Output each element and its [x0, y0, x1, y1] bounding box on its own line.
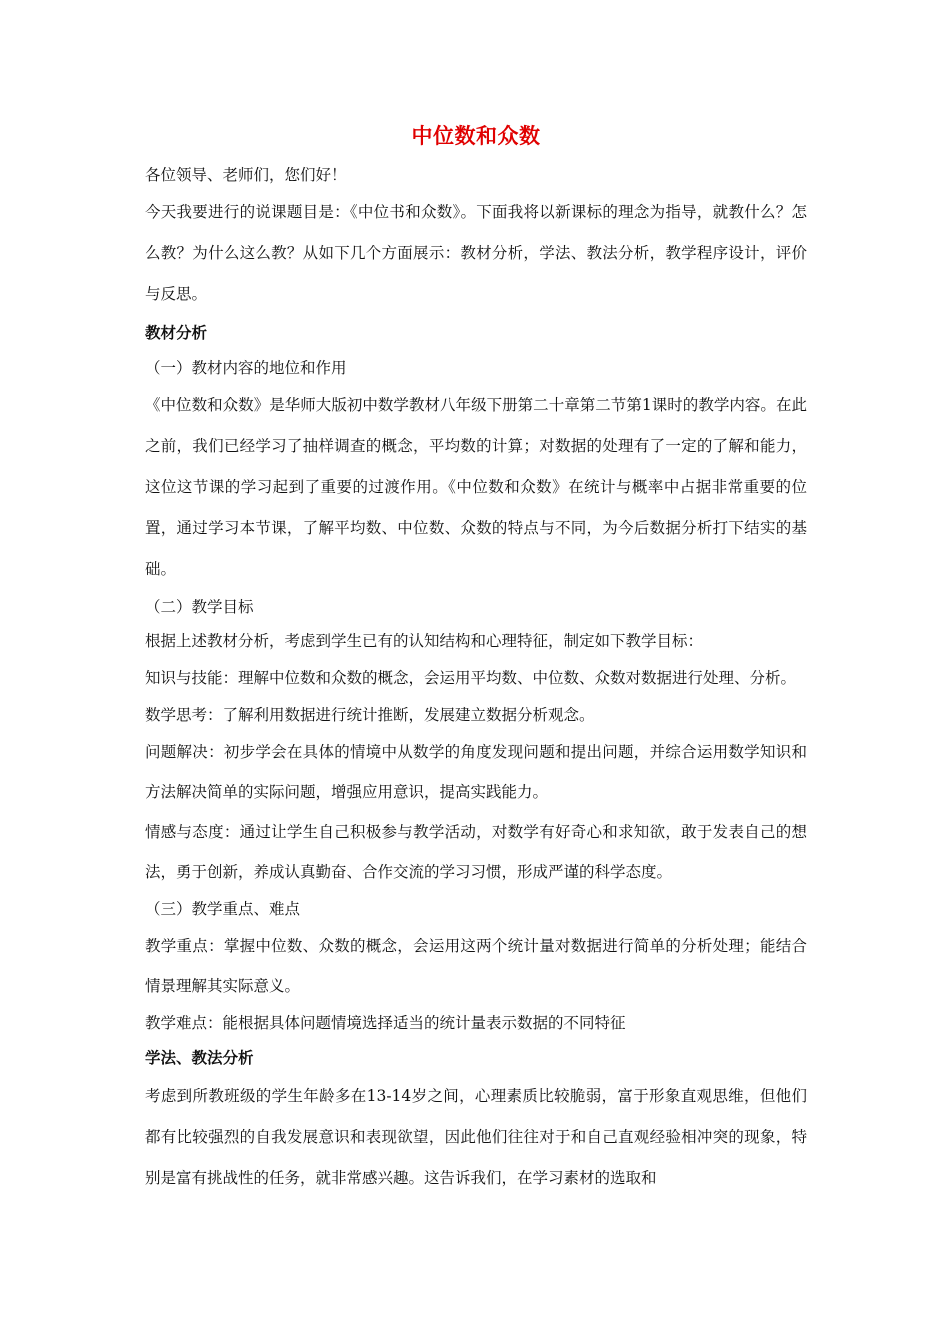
difficulty-paragraph: 教学难点：能根据具体问题情境选择适当的统计量表示数据的不同特征: [145, 1014, 626, 1032]
subsection-heading-objectives: （二）教学目标: [145, 598, 254, 616]
document-page: [145, 118, 807, 1199]
objective-problem-solving: 问题解决：初步学会在具体的情境中从数学的角度发现问题和提出问题，并综合运用数学知识和方法解决简单的实际问题，增强应用意识，提高实践能力。: [145, 743, 807, 801]
greeting: 各位领导、老师们，您们好！: [145, 166, 347, 184]
intro-paragraph: 今天我要进行的说课题目是：《中位书和众数》。下面我将以新课标的理念为指导，就教什么？怎么教？为什么这么教？从如下几个方面展示：教材分析，学法、教法分析，教学程序设计，评价与反思。: [145, 203, 807, 303]
objectives-lead: 根据上述教材分析，考虑到学生已有的认知结构和心理特征，制定如下教学目标：: [145, 632, 704, 650]
section-heading-textbook-analysis: 教材分析: [145, 323, 208, 342]
objective-thinking: 数学思考：了解利用数据进行统计推断，发展建立数据分析观念。: [145, 706, 595, 724]
objective-knowledge: 知识与技能：理解中位数和众数的概念，会运用平均数、中位数、众数对数据进行处理、分析。: [145, 669, 797, 687]
document-title: 中位数和众数: [411, 123, 541, 148]
methods-paragraph: 考虑到所教班级的学生年龄多在13-14岁之间，心理素质比较脆弱，富于形象直观思维，但他们都有比较强烈的自我发展意识和表现欲望，因此他们往往对于和自己直观经验相冲突的现象，特别是富有挑战性的任务，就非常感兴趣。这告诉我们，在学习素材的选取和: [145, 1087, 807, 1187]
objective-emotion: 情感与态度：通过让学生自己积极参与教学活动，对数学有好奇心和求知欲，敢于发表自己的想法，勇于创新，养成认真勤奋、合作交流的学习习惯，形成严谨的科学态度。: [145, 823, 807, 881]
position-role-paragraph: 《中位数和众数》是华师大版初中数学教材八年级下册第二十章第二节第1课时的教学内容。在此之前，我们已经学习了抽样调查的概念，平均数的计算；对数据的处理有了一定的了解和能力，这位这节课的学习起到了重要的过渡作用。《中位数和众数》在统计与概率中占据非常重要的位置，通过学习本节课，了解平均数、中位数、众数的特点与不同，为今后数据分析打下结实的基础。: [145, 396, 807, 578]
subsection-heading-position-role: （一）教材内容的地位和作用: [145, 359, 347, 377]
subsection-heading-key-points: （三）教学重点、难点: [145, 900, 301, 918]
section-heading-learning-teaching-methods: 学法、教法分析: [145, 1048, 254, 1067]
key-points-paragraph: 教学重点：掌握中位数、众数的概念，会运用这两个统计量对数据进行简单的分析处理；能结合情景理解其实际意义。: [145, 937, 807, 995]
